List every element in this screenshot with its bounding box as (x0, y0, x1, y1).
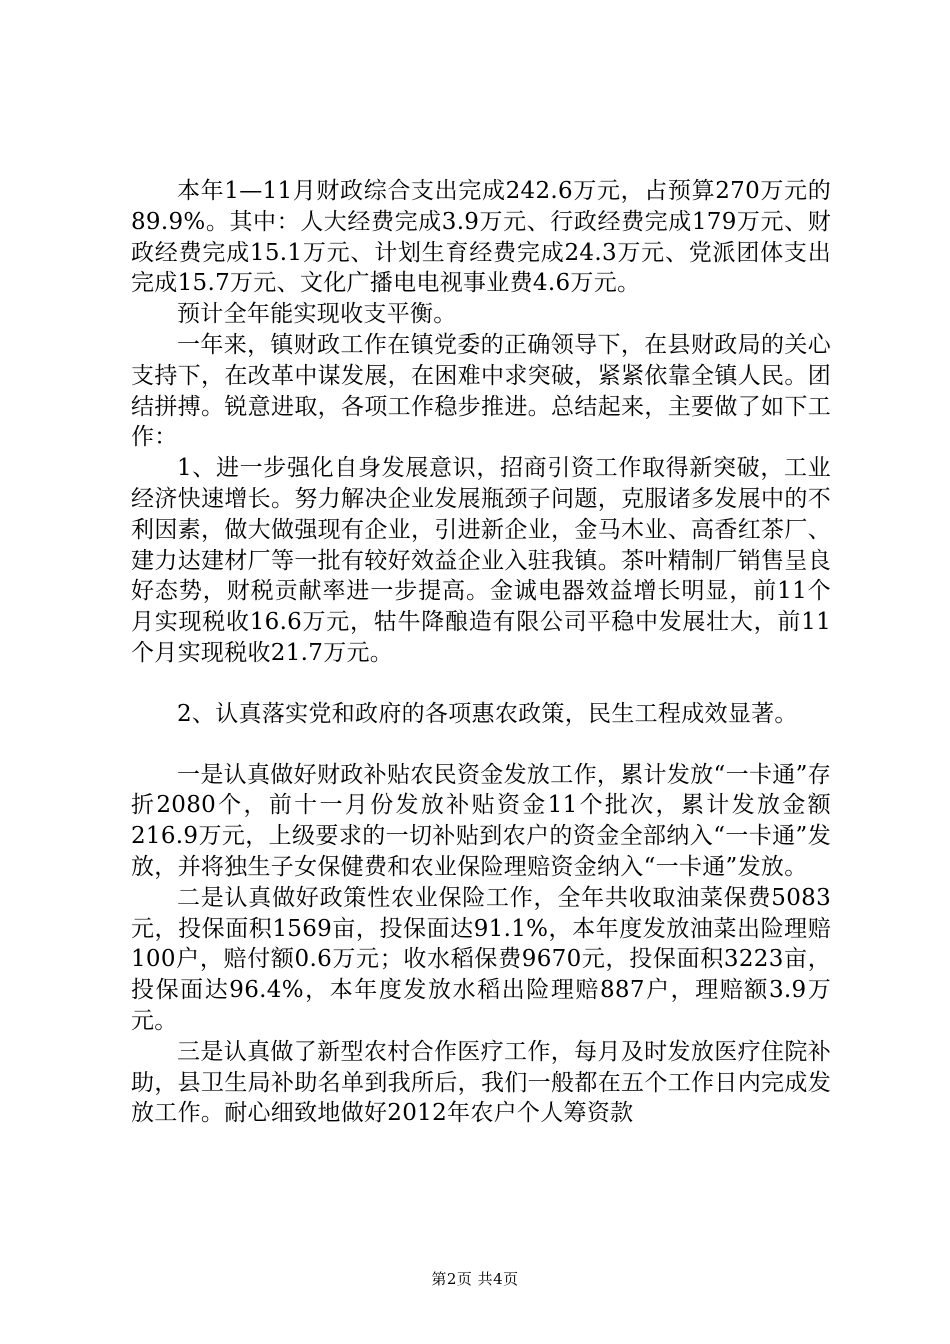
paragraph-balance: 预计全年能实现收支平衡。 (177, 301, 457, 328)
document-body (131, 176, 831, 1129)
paragraph-subitem-1: 一是认真做好财政补贴农民资金发放工作，累计发放“一卡通”存折2080个，前十一月份发放补贴资金11个批次，累计发放金额216.9万元，上级要求的一切补贴到农户的资金全部纳入“一卡通”发放，并将独生子女保健费和农业保险理赔资金纳入“一卡通”发放。 (131, 761, 831, 880)
paragraph-item-1: 1、进一步强化自身发展意识，招商引资工作取得新突破，工业经济快速增长。努力解决企业发展瓶颈子问题，克服诸多发展中的不利因素，做大做强现有企业，引进新企业，金马木业、高香红茶厂、建力达建材厂等一批有较好效益企业入驻我镇。茶叶精制厂销售呈良好态势，财税贡献率进一步提高。金诚电器效益增长明显，前11个月实现税收16.6万元，牯牛降酿造有限公司平稳中发展壮大，前11个月实现税收21.7万元。 (131, 455, 831, 666)
paragraph-subitem-2: 二是认真做好政策性农业保险工作，全年共收取油菜保费5083元，投保面积1569亩，投保面达91.1%，本年度发放油菜出险理赔100户，赔付额0.6万元；收水稻保费9670元，投保面积3223亩，投保面达96.4%，本年度发放水稻出险理赔887户，理赔额3.9万元。 (131, 884, 831, 1034)
paragraph-summary-intro: 一年来，镇财政工作在镇党委的正确领导下，在县财政局的关心支持下，在改革中谋发展，在困难中求突破，紧紧依靠全镇人民。团结拼搏。锐意进取，各项工作稳步推进。总结起来，主要做了如下工作： (131, 331, 831, 451)
page-footer: 第2页 共4页 (431, 1270, 519, 1288)
paragraph-item-2: 2、认真落实党和政府的各项惠农政策，民生工程成效显著。 (177, 700, 798, 727)
paragraph-expenditure: 本年1—11月财政综合支出完成242.6万元，占预算270万元的89.9%。其中：人大经费完成3.9万元、行政经费完成179万元、财政经费完成15.1万元、计划生育经费完成24.3万元、党派团体支出完成15.7万元、文化广播电电视事业费4.6万元。 (131, 178, 831, 297)
paragraph-subitem-3: 三是认真做了新型农村合作医疗工作，每月及时发放医疗住院补助，县卫生局补助名单到我所后，我们一般都在五个工作日内完成发放工作。耐心细致地做好2012年农户个人筹资款 (131, 1038, 831, 1127)
